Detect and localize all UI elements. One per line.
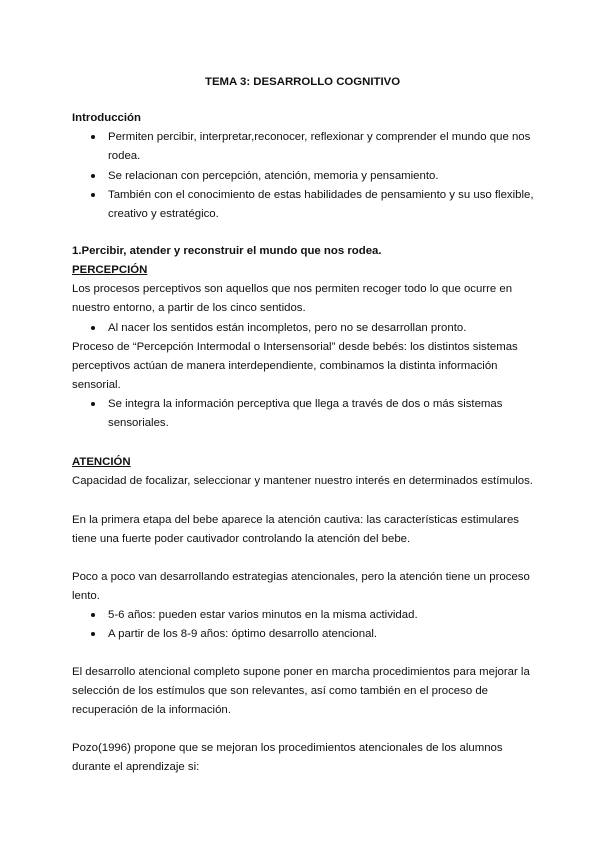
intro-bullet-1-line-2: rodea.: [108, 150, 141, 162]
bullet-dot: [91, 613, 95, 617]
intro-bullet-1-line-1: Permiten percibir, interpretar,reconocer, reflexionar y comprender el mundo que nos: [108, 131, 531, 143]
atencion-paragraph-4-line-1: El desarrollo atencional completo supone poner en marcha procedimientos para mejorar la: [72, 666, 530, 678]
atencion-paragraph-3-line-2: lento.: [72, 590, 100, 602]
percepcion-paragraph-2-line-2: perceptivos actúan de manera interdependiente, combinamos la distinta información: [72, 360, 498, 372]
atencion-paragraph-4-line-3: recuperación de la información.: [72, 704, 231, 716]
intro-heading: Introducción: [72, 112, 141, 124]
bullet-dot: [91, 174, 95, 178]
percepcion-paragraph-1-line-1: Los procesos perceptivos son aquellos que nos permiten recoger todo lo que ocurre en: [72, 283, 513, 295]
bullet-dot: [91, 632, 95, 636]
atencion-paragraph-5-line-1: Pozo(1996) propone que se mejoran los procedimientos atencionales de los alumnos: [72, 742, 503, 754]
percepcion-heading: PERCEPCIÓN: [72, 264, 148, 276]
atencion-paragraph-5-line-2: durante el aprendizaje si:: [72, 761, 200, 773]
intro-bullet-2: Se relacionan con percepción, atención, memoria y pensamiento.: [108, 170, 439, 182]
bullet-dot: [91, 402, 95, 406]
bullet-dot: [91, 326, 95, 330]
bullet-dot: [91, 135, 95, 139]
percepcion-paragraph-2-line-3: sensorial.: [72, 379, 121, 391]
intro-bullet-3-line-1: También con el conocimiento de estas habilidades de pensamiento y su uso flexible,: [108, 189, 534, 201]
bullet-dot: [91, 193, 95, 197]
atencion-paragraph-2-line-2: tiene una fuerte poder cautivador controlando la atención del bebe.: [72, 533, 411, 545]
atencion-bullet-1: 5-6 años: pueden estar varios minutos en la misma actividad.: [108, 609, 418, 621]
percepcion-bullet-2-line-1: Se integra la información perceptiva que llega a través de dos o más sistemas: [108, 398, 503, 410]
atencion-paragraph-2-line-1: En la primera etapa del bebe aparece la atención cautiva: las características estimulares: [72, 514, 520, 526]
percepcion-bullet-2-line-2: sensoriales.: [108, 417, 169, 429]
document-title: TEMA 3: DESARROLLO COGNITIVO: [205, 76, 401, 88]
atencion-bullet-2: A partir de los 8-9 años: óptimo desarrollo atencional.: [108, 628, 378, 640]
percepcion-paragraph-2-line-1: Proceso de “Percepción Intermodal o Intersensorial” desde bebés: los distintos sistemas: [72, 341, 518, 353]
atencion-paragraph-4-line-2: selección de los estímulos que son relevantes, así como también en el proceso de: [72, 685, 488, 697]
section-1-heading: 1.Percibir, atender y reconstruir el mundo que nos rodea.: [72, 245, 382, 257]
atencion-paragraph-3-line-1: Poco a poco van desarrollando estrategias atencionales, pero la atención tiene un proceso: [72, 571, 530, 583]
percepcion-paragraph-1-line-2: nuestro entorno, a partir de los cinco sentidos.: [72, 302, 306, 314]
atencion-paragraph-1: Capacidad de focalizar, seleccionar y mantener nuestro interés en determinados estímulos.: [72, 475, 533, 487]
percepcion-bullet-1: Al nacer los sentidos están incompletos, pero no se desarrollan pronto.: [108, 322, 467, 334]
atencion-heading: ATENCIÓN: [72, 456, 131, 468]
intro-bullet-3-line-2: creativo y estratégico.: [108, 208, 219, 220]
